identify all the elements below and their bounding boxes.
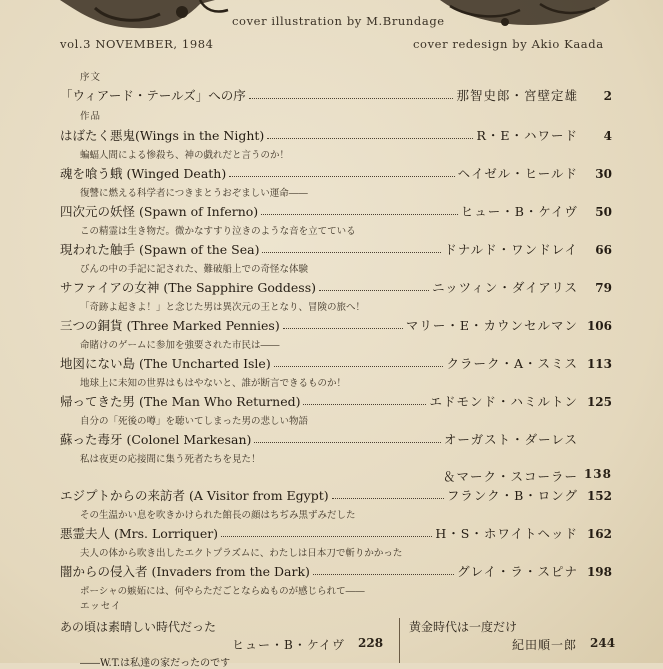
work-entry[interactable] — [60, 524, 612, 559]
leader-dots — [274, 366, 444, 367]
entry-title: 四次元の妖怪 (Spawn of Inferno) — [60, 204, 259, 219]
entry-description: ポーシャの嫉妬には、何やらただごとならぬものが感じられて―― — [80, 586, 365, 597]
essay-right-author: 紀田順一郎 — [512, 638, 578, 652]
work-entry[interactable] — [60, 430, 612, 485]
leader-dots — [254, 442, 440, 443]
preface-entry[interactable] — [60, 86, 612, 104]
entry-author: マリー・E・カウンセルマン — [405, 318, 578, 333]
work-entry[interactable] — [60, 486, 612, 521]
entry-author: エドモンド・ハミルトン — [429, 394, 578, 409]
leader-dots — [249, 98, 454, 99]
entry-description: 夫人の体から吹き出したエクトプラズムに、わたしは日本刀で斬りかかった — [80, 548, 403, 559]
leader-dots — [262, 252, 441, 253]
leader-dots — [332, 498, 444, 499]
entry-page: 138 — [583, 467, 612, 481]
work-entry[interactable] — [60, 278, 612, 313]
entry-description: 自分の「死後の噂」を聴いてしまった男の悲しい物語 — [80, 416, 309, 427]
section-essays: エッセイ — [80, 601, 122, 612]
entry-page: 50 — [595, 205, 612, 219]
entry-author: ヒュー・B・ケイヴ — [460, 204, 578, 219]
entry-title: 蘇った毒牙 (Colonel Markesan) — [60, 432, 252, 447]
entry-title: 地図にない島 (The Uncharted Isle) — [60, 356, 271, 371]
section-preface: 序文 — [80, 72, 102, 83]
entry-page: 30 — [595, 167, 612, 181]
essay-left-title[interactable]: あの頃は素晴しい時代だった — [60, 620, 217, 634]
entry-page: 2 — [603, 89, 612, 103]
illustration-credit: cover illustration by M.Brundage — [232, 14, 445, 28]
entry-page: 198 — [586, 565, 612, 579]
entry-author: グレイ・ラ・スピナ — [457, 564, 578, 579]
essay-right-title[interactable]: 黄金時代は一度だけ — [409, 620, 518, 634]
entry-author: フランク・B・ロング — [446, 488, 578, 503]
work-entry[interactable] — [60, 354, 612, 389]
entry-page: 125 — [586, 395, 612, 409]
entry-title: エジプトからの来訪者 (A Visitor from Egypt) — [60, 488, 329, 503]
entry-title: 「ウィアード・テールズ」への序 — [60, 88, 246, 103]
essay-left-author: ヒュー・B・ケイヴ — [232, 638, 345, 652]
entry-author: ドナルド・ワンドレイ — [444, 242, 578, 257]
leader-dots — [261, 214, 458, 215]
entry-description: 地球上に未知の世界はもはやないと、誰が断言できるものか！ — [80, 378, 347, 389]
leader-dots — [313, 574, 454, 575]
work-entry[interactable] — [60, 126, 612, 161]
entry-title: 闇からの侵入者 (Invaders from the Dark) — [60, 564, 310, 579]
leader-dots — [303, 404, 426, 405]
leader-dots — [319, 290, 429, 291]
entry-page: 106 — [586, 319, 612, 333]
entry-description: 命賭けのゲームに参加を強要された市民は―― — [80, 340, 280, 351]
essay-left-subtitle: ――W.T.は私達の家だったのです — [80, 658, 231, 669]
entry-description: びんの中の手記に記された、難破船上での奇怪な体験 — [80, 264, 309, 275]
redesign-credit: cover redesign by Akio Kaada — [413, 37, 604, 51]
entry-author: オーガスト・ダーレス — [443, 432, 578, 447]
entry-description: 私は夜更の応接間に集う死者たちを見た！ — [80, 454, 261, 465]
leader-dots — [229, 176, 454, 177]
work-entry[interactable] — [60, 316, 612, 351]
entry-description: 蝙蝠人間による惨殺ち、神の戯れだと言うのか！ — [80, 150, 290, 161]
volume-date: vol.3 NOVEMBER, 1984 — [60, 37, 214, 51]
work-entry[interactable] — [60, 562, 612, 597]
work-entry[interactable] — [60, 202, 612, 237]
work-entry[interactable] — [60, 392, 612, 427]
work-entry[interactable] — [60, 240, 612, 275]
entry-author: H・S・ホワイトヘッド — [435, 526, 578, 541]
work-entry[interactable] — [60, 164, 612, 199]
entry-title: 現われた触手 (Spawn of the Sea) — [60, 242, 260, 257]
entry-page: 66 — [595, 243, 612, 257]
column-divider — [399, 618, 400, 663]
leader-dots — [221, 536, 432, 537]
entry-page: 113 — [586, 357, 612, 371]
entry-page: 162 — [586, 527, 612, 541]
entry-description: この精霊は生き物だ。微かなすすり泣きのような音を立てている — [80, 226, 356, 237]
entry-title: 魂を喰う蛾 (Winged Death) — [60, 166, 227, 181]
entry-author: ヘイゼル・ヒールド — [457, 166, 578, 181]
entry-title: 三つの銅貨 (Three Marked Pennies) — [60, 318, 280, 333]
entry-description: 「奇跡よ起きよ！」と念じた男は異次元の王となり、冒険の旅へ！ — [80, 302, 366, 313]
entry-description: 復讐に燃える科学者につきまとうおぞましい運命―― — [80, 188, 308, 199]
entry-coauthor: ＆マーク・スコーラー — [442, 469, 578, 484]
entry-description: その生温かい息を吹きかけられた館長の顔はちぢみ黒ずみだした — [80, 510, 356, 521]
essay-left-page: 228 — [358, 636, 384, 650]
entry-author: ニッツィン・ダイアリス — [432, 280, 578, 295]
entry-page: 79 — [595, 281, 612, 295]
essay-right-page: 244 — [590, 636, 616, 650]
section-works: 作品 — [80, 111, 102, 122]
leader-dots — [283, 328, 403, 329]
entry-title: はばたく悪鬼(Wings in the Night) — [60, 128, 265, 143]
entry-author: 那智史郎・宮壁定雄 — [456, 88, 578, 103]
entry-author: クラーク・A・スミス — [446, 356, 578, 371]
entry-title: 悪霊夫人 (Mrs. Lorriquer) — [60, 526, 219, 541]
entry-title: サファイアの女神 (The Sapphire Goddess) — [60, 280, 317, 295]
entry-page: 152 — [586, 489, 612, 503]
entry-author: R・E・ハワード — [476, 128, 578, 143]
entry-title: 帰ってきた男 (The Man Who Returned) — [60, 394, 301, 409]
entry-page: 4 — [603, 129, 612, 143]
leader-dots — [267, 138, 473, 139]
